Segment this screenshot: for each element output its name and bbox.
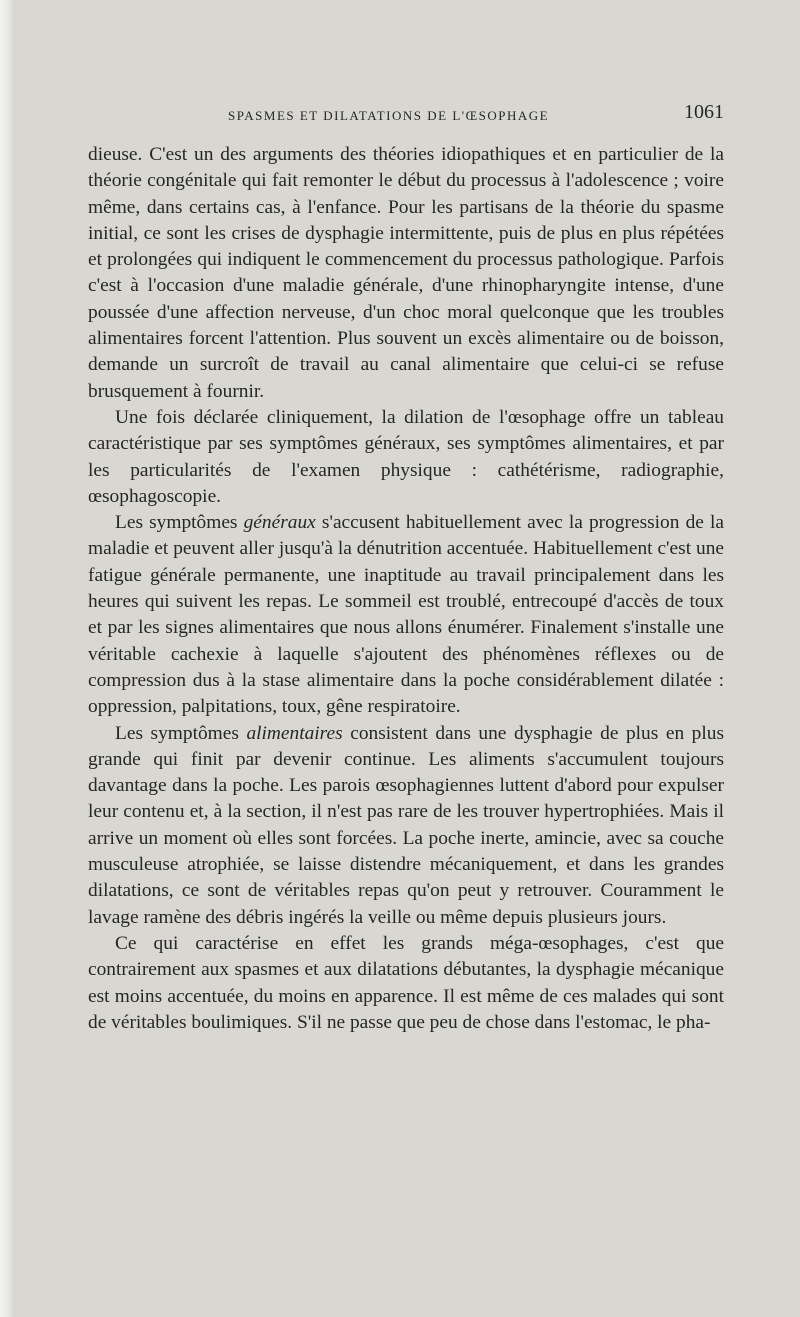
- body-text: [88, 142, 724, 1036]
- page-number: 1061: [684, 101, 724, 123]
- page-header: [88, 101, 724, 130]
- paragraph-3-rest: s'accusent habituellement avec la progression de la maladie et peuvent aller jusqu'à la dénutrition accentuée. Habituellement c'est une fatigue générale permanente, une inaptitude au travail principalement dans les heures qui suivent les repas. Le sommeil est troublé, entrecoupé d'accès de toux et par les signes alimentaires que nous allons énumérer. Finalement s'installe une véritable cachexie à laquelle s'ajoutent des phénomènes réflexes ou de compression dus à la stase alimentaire dans la poche considérablement dilatée : oppression, palpitations, toux, gêne respiratoire.: [88, 512, 725, 718]
- paragraph-2: Une fois déclarée cliniquement, la dilation de l'œsophage offre un tableau caractéristique par ses symptômes généraux, ses symptômes alimentaires, et par les particularités de l'examen physique : cathétérisme, radiographie, œsophagoscopie.: [88, 406, 724, 507]
- italic-term-generaux: généraux: [243, 512, 316, 534]
- page-left-edge: [0, 0, 14, 1317]
- paragraph-4-rest: consistent dans une dysphagie de plus en plus grande qui finit par devenir continue. Les aliments s'accumulent toujours davantage dans la poche. Les parois œsophagiennes luttent d'abord pour expulser leur contenu et, à la section, il n'est pas rare de les trouver hypertrophiées. Mais il arrive un moment où elles sont forcées. La poche inerte, amincie, avec sa couche musculeuse atrophiée, se laisse distendre mécaniquement, et dans les grandes dilatations, ce sont de véritables repas qu'on peut y retrouver. Couramment le lavage ramène des débris ingérés la veille ou même depuis plusieurs jours.: [88, 722, 725, 928]
- italic-term-alimentaires: alimentaires: [246, 722, 343, 744]
- paragraph-4-lead: Les symptômes: [115, 722, 247, 744]
- running-title: SPASMES ET DILATATIONS DE L'ŒSOPHAGE: [228, 108, 550, 123]
- paragraph-1: dieuse. C'est un des arguments des théories idiopathiques et en particulier de la théorie congénitale qui fait remonter le début du processus à l'adolescence ; voire même, dans certains cas, à l'enfance. Pour les partisans de la théorie du spasme initial, ce sont les crises de dysphagie intermittente, puis de plus en plus répétées et prolongées qui indiquent le commencement du processus pathologique. Parfois c'est à l'occasion d'une maladie générale, d'une rhinopharyngite intense, d'une poussée d'une affection nerveuse, d'un choc moral quelconque que les troubles alimentaires forcent l'attention. Plus souvent un excès alimentaire ou de boisson, demande un surcroît de travail au canal alimentaire que celui-ci se refuse brusquement à fournir.: [88, 144, 724, 402]
- paragraph-5: Ce qui caractérise en effet les grands méga-œsophages, c'est que contrairement aux spasmes et aux dilatations débutantes, la dysphagie mécanique est moins accentuée, du moins en apparence. Il est même de ces malades qui sont de véritables boulimiques. S'il ne passe que peu de chose dans l'estomac, le pha-: [88, 932, 724, 1033]
- paragraph-3: [88, 510, 724, 720]
- paragraph-4: [88, 721, 724, 931]
- paragraph-3-lead: Les symptômes: [115, 512, 244, 534]
